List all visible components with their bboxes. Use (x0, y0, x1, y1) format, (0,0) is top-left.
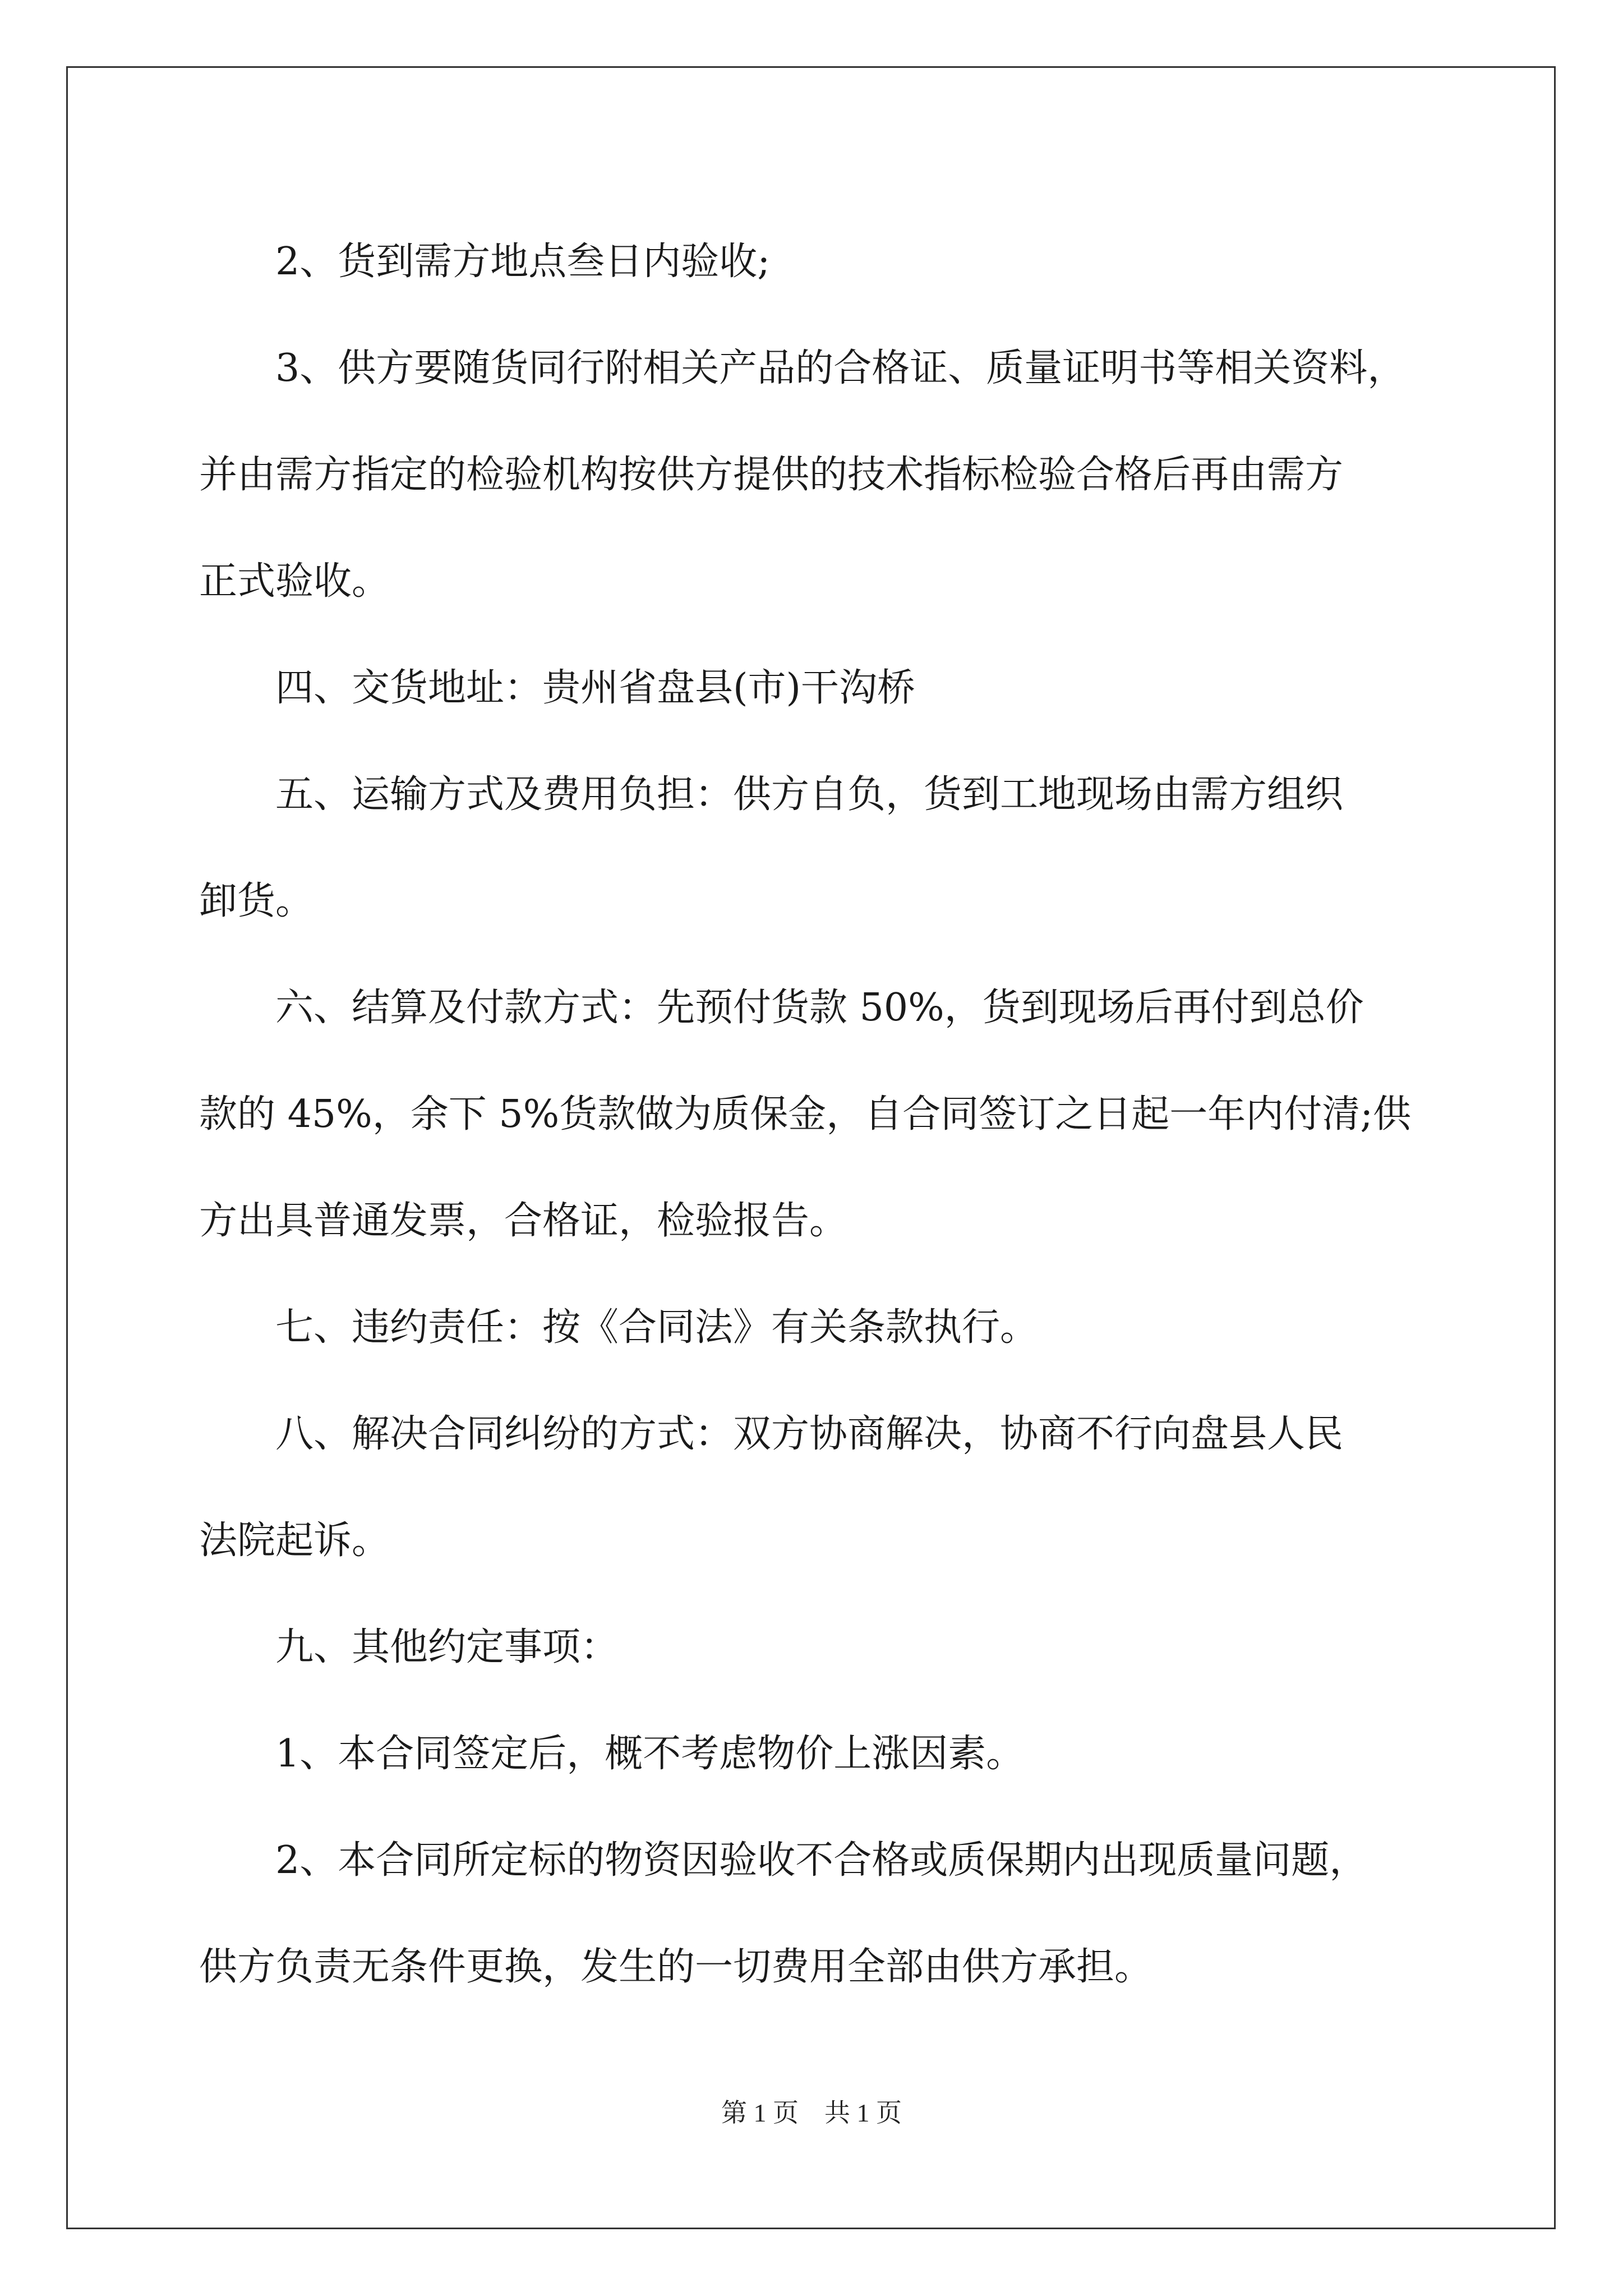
text-line: 正式验收。 (199, 559, 390, 604)
text-line: 2、本合同所定标的物资因验收不合格或质保期内出现质量问题， (275, 1838, 1368, 1883)
text-line: 四、交货地址：贵州省盘县(市)干沟桥 (275, 666, 916, 710)
text-line: 并由需方指定的检验机构按供方提供的技术指标检验合格后再由需方 (199, 453, 1344, 497)
text-line: 1、本合同签定后，概不考虑物价上涨因素。 (275, 1732, 1025, 1776)
text-line: 六、结算及付款方式：先预付货款 50%，货到现场后再付到总价 (275, 986, 1364, 1030)
text-line: 五、运输方式及费用负担：供方自负，货到工地现场由需方组织 (275, 772, 1344, 817)
text-line: 九、其他约定事项： (275, 1625, 619, 1669)
text-line: 七、违约责任：按《合同法》有关条款执行。 (275, 1305, 1039, 1350)
text-line: 2、货到需方地点叁日内验收; (275, 240, 771, 284)
document-body (199, 209, 1438, 2021)
page-footer: 第 1 页 共 1 页 (721, 2099, 902, 2127)
text-line: 款的 45%，余下 5%货款做为质保金，自合同签订之日起一年内付清;供 (199, 1092, 1412, 1137)
text-line: 方出具普通发票，合格证，检验报告。 (199, 1199, 848, 1243)
text-line: 卸货。 (199, 879, 314, 923)
text-line: 3、供方要随货同行附相关产品的合格证、质量证明书等相关资料， (275, 346, 1406, 390)
text-line: 法院起诉。 (199, 1519, 390, 1563)
text-line: 八、解决合同纠纷的方式：双方协商解决，协商不行向盘县人民 (275, 1412, 1344, 1456)
text-line: 供方负责无条件更换，发生的一切费用全部由供方承担。 (199, 1945, 1153, 1989)
